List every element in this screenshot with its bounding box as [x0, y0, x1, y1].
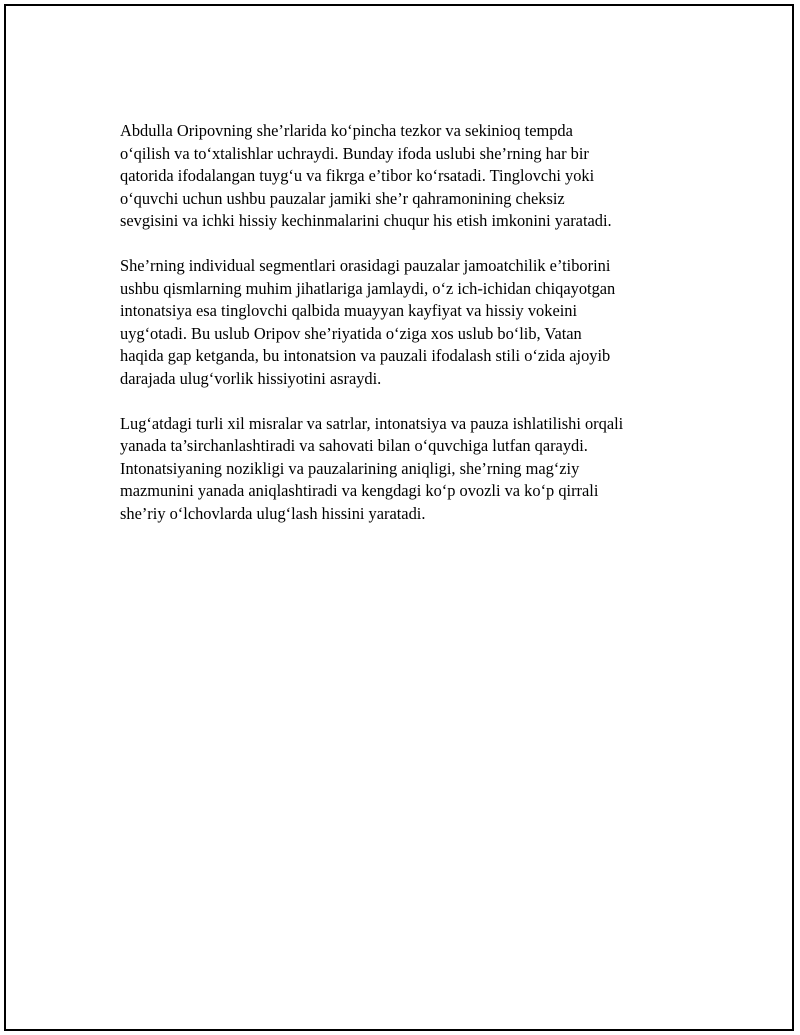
paragraph-line: She’rning individual segmentlari orasidagi pauzalar jamoatchilik e’tiborini	[120, 256, 611, 275]
paragraph-line: Lug‘atdagi turli xil misralar va satrlar, intonatsiya va pauza ishlatilishi orqali	[120, 413, 624, 433]
paragraph-line: yanada ta’sirchanlashtiradi va sahovati bilan o‘quvchiga lutfan qaraydi.	[120, 436, 588, 455]
paragraph-line: Abdulla Oripovning she’rlarida ko‘pincha tezkor va sekinioq tempda	[120, 121, 573, 140]
paragraph-line: Intonatsiyaning nozikligi va pauzalarining aniqligi, she’rning mag‘ziy	[120, 458, 580, 478]
paragraph-1	[120, 120, 700, 233]
paragraph-line: intonatsiya esa tinglovchi qalbida muayyan kayfiyat va hissiy vokeini	[120, 301, 578, 320]
paragraph-3	[120, 413, 700, 526]
paragraph-line: she’riy o‘lchovlarda ulug‘lash hissini yaratadi.	[120, 503, 426, 523]
paragraph-line: sevgisini va ichki hissiy kechinmalarini chuqur his etish imkonini yaratadi.	[120, 211, 612, 230]
paragraph-line: o‘quvchi uchun ushbu pauzalar jamiki she’r qahramonining cheksiz	[120, 188, 565, 208]
paragraph-2	[120, 255, 700, 390]
paragraph-line: ushbu qismlarning muhim jihatlariga jamlaydi, o‘z ich-ichidan chiqayotgan	[120, 278, 616, 298]
paragraph-line: mazmunini yanada aniqlashtiradi va kengdagi ko‘p ovozli va ko‘p qirrali	[120, 481, 599, 500]
paragraph-line: qatorida ifodalangan tuyg‘u va fikrga e’tibor ko‘rsatadi. Tinglovchi yoki	[120, 166, 595, 185]
document-body	[120, 120, 700, 548]
paragraph-line: haqida gap ketganda, bu intonatsion va pauzali ifodalash stili o‘zida ajoyib	[120, 346, 611, 365]
paragraph-line: uyg‘otadi. Bu uslub Oripov she’riyatida o‘ziga xos uslub bo‘lib, Vatan	[120, 323, 582, 343]
paragraph-line: darajada ulug‘vorlik hissiyotini asraydi.	[120, 368, 382, 388]
paragraph-line: o‘qilish va to‘xtalishlar uchraydi. Bunday ifoda uslubi she’rning har bir	[120, 143, 589, 163]
document-page	[4, 4, 794, 1031]
